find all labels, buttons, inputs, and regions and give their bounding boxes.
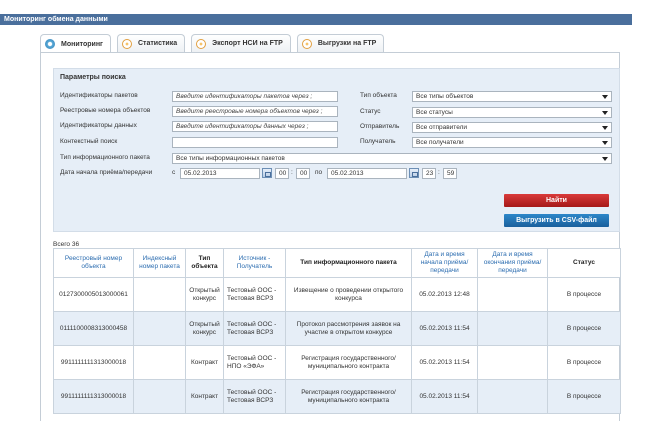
data-ids-label: Идентификаторы данных <box>60 122 137 129</box>
tab-label: Экспорт НСИ на FTP <box>212 40 283 47</box>
col-status: Статус <box>548 249 621 278</box>
cell-start-datetime: 05.02.2013 11:54 <box>412 346 478 380</box>
find-button[interactable]: Найти <box>504 194 609 207</box>
time-to-minutes[interactable]: 59 <box>443 168 457 179</box>
data-ids-input[interactable]: Введите идентификаторы данных через ; <box>172 121 338 132</box>
tab-bar <box>40 34 390 52</box>
col-registry-number[interactable]: Реестровый номер объекта <box>54 249 134 278</box>
tab-monitoring[interactable] <box>40 34 111 53</box>
cell-start-datetime: 05.02.2013 11:54 <box>412 380 478 414</box>
cell-source-receiver: Тестовый ООС - Тестовая ВСРЗ <box>224 380 286 414</box>
time-separator: : <box>291 169 293 176</box>
tab-label: Статистика <box>137 40 178 47</box>
info-packet-type-value: Все типы информационных пакетов <box>176 155 285 162</box>
table-row[interactable] <box>54 380 621 414</box>
packet-ids-label: Идентификаторы пакетов <box>60 92 138 99</box>
registry-numbers-input[interactable]: Введите реестровые номера объектов через ; <box>172 106 338 117</box>
cell-registry-number: 0127300005013000061 <box>54 278 134 312</box>
tab-label: Выгрузки на FTP <box>317 40 377 47</box>
sender-value: Все отправители <box>416 124 468 131</box>
cell-registry-number: 9911111111313000018 <box>54 380 134 414</box>
time-from-hours[interactable]: 00 <box>275 168 289 179</box>
status-value: Все статусы <box>416 109 453 116</box>
cell-source-receiver: Тестовый ООС - НПО «ЭФА» <box>224 346 286 380</box>
sender-label: Отправитель <box>360 123 400 130</box>
cell-info-packet-type: Регистрация государственного/муниципального контракта <box>286 380 412 414</box>
receiver-value: Все получатели <box>416 139 464 146</box>
table-row[interactable] <box>54 346 621 380</box>
cell-registry-number: 0111100008313000458 <box>54 312 134 346</box>
time-from-minutes[interactable]: 00 <box>296 168 310 179</box>
cell-info-packet-type: Регистрация государственного/муниципального контракта <box>286 346 412 380</box>
cell-object-type: Открытый конкурс <box>186 312 224 346</box>
status-select[interactable] <box>412 107 612 118</box>
cell-start-datetime: 05.02.2013 12:48 <box>412 278 478 312</box>
monitoring-icon <box>45 39 55 49</box>
cell-end-datetime <box>478 312 548 346</box>
cell-info-packet-type: Извещение о проведении открытого конкурса <box>286 278 412 312</box>
chevron-down-icon <box>602 141 608 145</box>
cell-status: В процессе <box>548 312 621 346</box>
col-end-datetime[interactable]: Дата и время окончания приёма/передачи <box>478 249 548 278</box>
time-separator: : <box>438 169 440 176</box>
col-start-datetime[interactable]: Дата и время начала приёма/передачи <box>412 249 478 278</box>
results-table <box>53 248 621 414</box>
sender-select[interactable] <box>412 122 612 133</box>
tab-statistics[interactable] <box>117 34 185 52</box>
tab-ftp-uploads[interactable] <box>297 34 384 52</box>
cell-index-number <box>134 380 186 414</box>
date-to-label: по <box>315 169 323 176</box>
cell-status: В процессе <box>548 380 621 414</box>
cell-object-type: Открытый конкурс <box>186 278 224 312</box>
date-from-input[interactable]: 05.02.2013 <box>180 168 260 179</box>
table-row[interactable] <box>54 312 621 346</box>
object-type-select[interactable] <box>412 91 612 102</box>
chevron-down-icon <box>602 126 608 130</box>
tab-export-nsi-ftp[interactable] <box>191 34 291 52</box>
radio-icon <box>196 39 206 49</box>
object-type-label: Тип объекта <box>360 92 397 99</box>
cell-start-datetime: 05.02.2013 11:54 <box>412 312 478 346</box>
cell-status: В процессе <box>548 346 621 380</box>
date-from-label: с <box>172 169 176 176</box>
cell-object-type: Контракт <box>186 346 224 380</box>
time-to-hours[interactable]: 23 <box>422 168 436 179</box>
cell-end-datetime <box>478 380 548 414</box>
cell-end-datetime <box>478 278 548 312</box>
receiver-label: Получатель <box>360 138 396 145</box>
info-packet-type-label: Тип информационного пакета <box>60 154 150 161</box>
export-csv-button[interactable]: Выгрузить в CSV-файл <box>504 214 609 227</box>
window-title: Мониторинг обмена данными <box>0 14 632 25</box>
cell-object-type: Контракт <box>186 380 224 414</box>
calendar-icon[interactable] <box>409 168 419 178</box>
col-source-receiver[interactable]: Источник - Получатель <box>224 249 286 278</box>
tab-label: Мониторинг <box>61 40 103 48</box>
cell-index-number <box>134 278 186 312</box>
context-search-label: Контекстный поиск <box>60 138 118 145</box>
registry-label: Реестровые номера объектов <box>60 107 151 114</box>
chevron-down-icon <box>602 95 608 99</box>
cell-status: В процессе <box>548 278 621 312</box>
chevron-down-icon <box>602 157 608 161</box>
cell-info-packet-type: Протокол рассмотрения заявок на участие в открытом конкурсе <box>286 312 412 346</box>
cell-index-number <box>134 346 186 380</box>
info-packet-type-select[interactable] <box>172 153 612 164</box>
object-type-value: Все типы объектов <box>416 93 474 100</box>
cell-registry-number: 9911111111313000018 <box>54 346 134 380</box>
cell-end-datetime <box>478 346 548 380</box>
col-info-packet-type: Тип информационного пакета <box>286 249 412 278</box>
date-label: Дата начала приёма/передачи <box>60 169 153 176</box>
cell-source-receiver: Тестовый ООС - Тестовая ВСРЗ <box>224 312 286 346</box>
chevron-down-icon <box>602 111 608 115</box>
col-index-number[interactable]: Индексный номер пакета <box>134 249 186 278</box>
radio-icon <box>122 39 132 49</box>
search-title: Параметры поиска <box>60 74 126 81</box>
cell-index-number <box>134 312 186 346</box>
date-to-input[interactable]: 05.02.2013 <box>327 168 407 179</box>
context-search-input[interactable] <box>172 137 338 148</box>
table-row[interactable] <box>54 278 621 312</box>
status-label: Статус <box>360 108 381 115</box>
receiver-select[interactable] <box>412 137 612 148</box>
col-object-type: Тип объекта <box>186 249 224 278</box>
radio-icon <box>302 39 312 49</box>
calendar-icon[interactable] <box>262 168 272 178</box>
cell-source-receiver: Тестовый ООС - Тестовая ВСРЗ <box>224 278 286 312</box>
packet-ids-input[interactable]: Введите идентификаторы пакетов через ; <box>172 91 338 102</box>
total-count: Всего 36 <box>53 241 80 248</box>
